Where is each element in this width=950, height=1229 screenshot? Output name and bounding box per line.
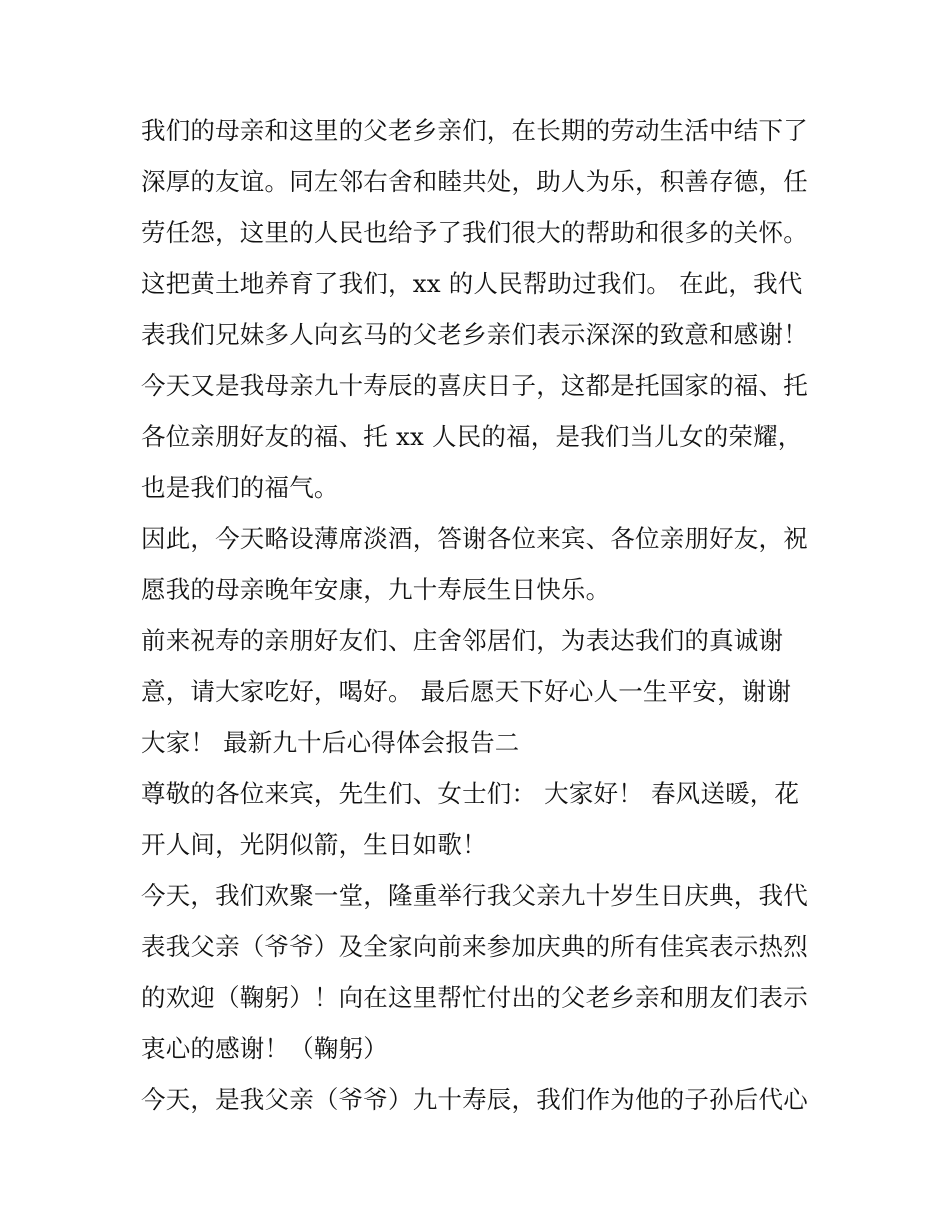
text-line: 也是我们的福气。	[141, 473, 339, 502]
text-line: 我们的母亲和这里的父老乡亲们，在长期的劳动生活中结下了	[141, 116, 808, 145]
text-line: 劳任怨，这里的人民也给予了我们很大的帮助和很多的关怀。	[141, 218, 808, 247]
text-line: 今天，我们欢聚一堂，隆重举行我父亲九十岁生日庆典，我代	[141, 881, 808, 910]
text-line: 因此，今天略设薄席淡酒，答谢各位来宾、各位亲朋好友，祝	[141, 524, 808, 553]
text-line: 表我们兄妹多人向玄马的父老乡亲们表示深深的致意和感谢！	[141, 320, 808, 349]
text-line: 意，请大家吃好，喝好。 最后愿天下好心人一生平安，谢谢	[141, 677, 792, 706]
text-line: 今天，是我父亲（爷爷）九十寿辰，我们作为他的子孙后代心	[141, 1085, 808, 1114]
text-line: 开人间，光阴似箭，生日如歌！	[141, 830, 487, 859]
text-line: 各位亲朋好友的福、托 xx 人民的福，是我们当儿女的荣耀，	[141, 422, 803, 451]
text-line: 前来祝寿的亲朋好友们、庄舍邻居们，为表达我们的真诚谢	[141, 626, 784, 655]
text-line: 愿我的母亲晚年安康，九十寿辰生日快乐。	[141, 575, 611, 604]
text-line: 尊敬的各位来宾，先生们、女士们： 大家好！ 春风送暖，花	[141, 779, 800, 808]
text-line: 这把黄土地养育了我们，xx 的人民帮助过我们。 在此，我代	[141, 269, 803, 298]
text-line: 今天又是我母亲九十寿辰的喜庆日子，这都是托国家的福、托	[141, 371, 808, 400]
text-line: 大家！ 最新九十后心得体会报告二	[141, 728, 520, 757]
text-line: 表我父亲（爷爷）及全家向前来参加庆典的所有佳宾表示热烈	[141, 932, 808, 961]
text-line: 的欢迎（鞠躬）！向在这里帮忙付出的父老乡亲和朋友们表示	[141, 983, 808, 1012]
body-text	[141, 105, 821, 1125]
text-line: 深厚的友谊。同左邻右舍和睦共处，助人为乐，积善存德，任	[141, 167, 808, 196]
text-line: 衷心的感谢！（鞠躬）	[141, 1034, 388, 1063]
